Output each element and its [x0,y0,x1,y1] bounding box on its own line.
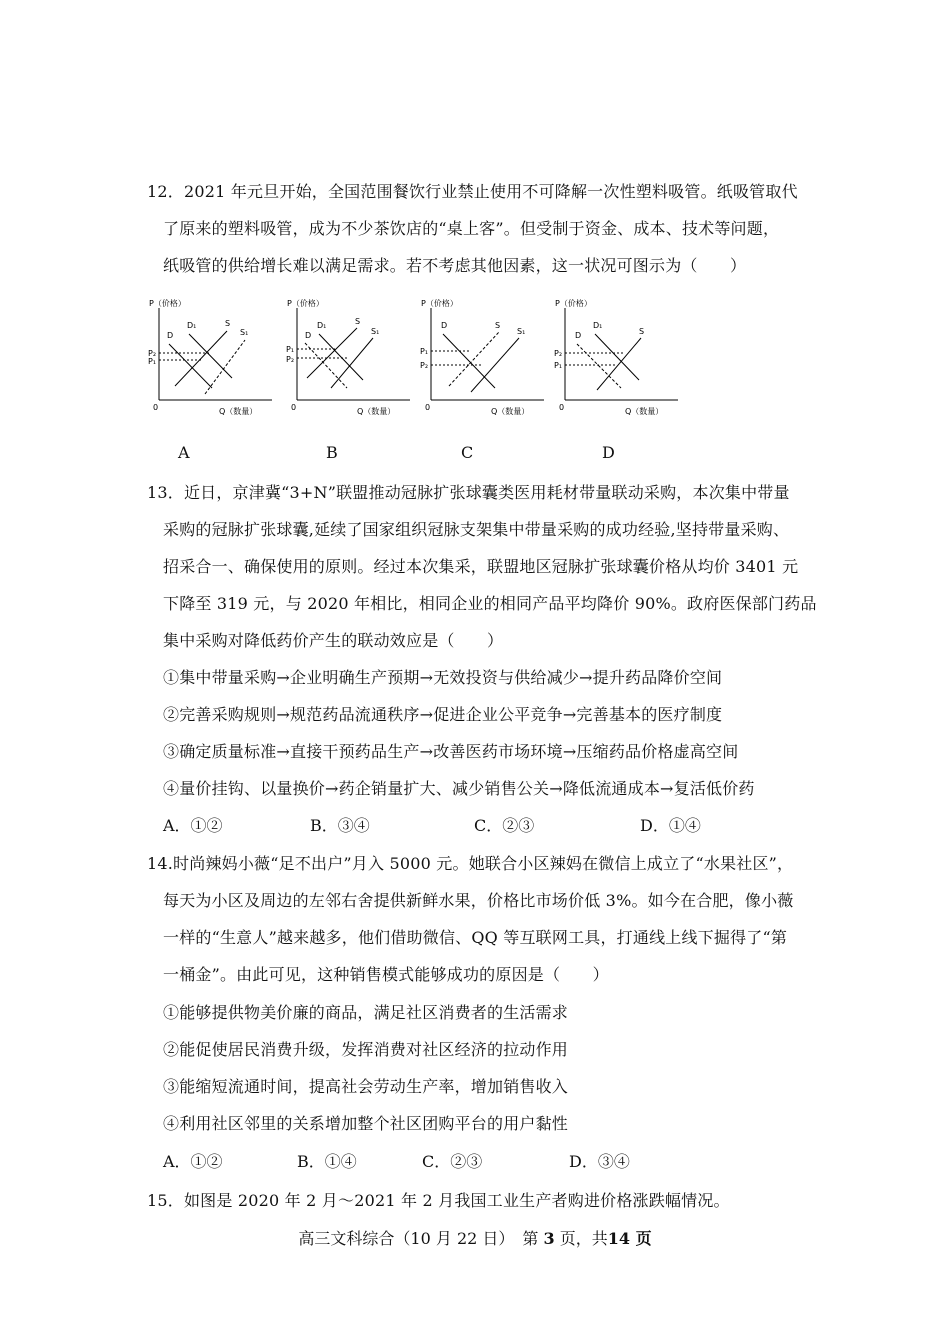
graph-a-p-hi: P₂ [148,349,157,358]
graph-a-q-axis: Q（数量） [219,407,258,416]
graph-b-s-label: S [355,317,361,326]
graph-c-d-curve [443,334,495,388]
q13-option-a[interactable]: A．①② [163,816,223,835]
graph-b-d-curve [305,343,347,388]
q14-option-d[interactable]: D．③④ [569,1152,630,1171]
q13-option-c[interactable]: C．②③ [474,816,535,835]
graph-a-s-label: S [225,319,231,328]
q14-line-3: 一样的“生意人”越来越多，他们借助微信、QQ 等互联网工具，打通线上线下掘得了“第 [163,928,788,947]
footer-mid: 页，共 [554,1229,608,1248]
q14-item-3: ③能缩短流通时间，提高社会劳动生产率，增加销售收入 [163,1077,569,1096]
q13-line-2: 采购的冠脉扩张球囊,延续了国家组织冠脉支架集中带量采购的成功经验,坚持带量采购、 [163,520,790,539]
footer-suffix: 页 [630,1229,652,1248]
q13-option-b[interactable]: B．③④ [310,816,370,835]
graph-b-p-axis: P（价格） [287,299,324,308]
q14-option-b[interactable]: B．①④ [297,1152,357,1171]
graph-c-s-curve [449,332,499,386]
q13-line-3: 招采合一、确保使用的原则。经过本次集采，联盟地区冠脉扩张球囊价格从均价 3401 元 [163,557,799,576]
graph-d-label[interactable]: D [602,443,615,462]
q13-item-1: ①集中带量采购→企业明确生产预期→无效投资与供给减少→提升药品降价空间 [163,668,723,687]
graph-c-p-lo: P₂ [420,361,429,370]
q13-option-d[interactable]: D．①④ [640,816,701,835]
graph-a-label[interactable]: A [178,443,190,462]
graph-c-s1-label: S₁ [517,327,526,336]
graph-a-p-lo: P₁ [148,357,157,366]
q14-item-2: ②能促使居民消费升级，发挥消费对社区经济的拉动作用 [163,1040,569,1059]
page-footer [0,1226,950,1249]
graph-a-d1-label: D₁ [187,321,197,330]
graph-b-d-label: D [305,331,312,340]
graph-c-s1-curve [471,338,519,392]
q13-line-4: 下降至 319 元，与 2020 年相比，相同企业的相同产品平均降价 90%。政府医保部门药品 [163,594,817,613]
graph-d-p-hi: P₂ [554,349,563,358]
graph-d-d1-label: D₁ [593,321,603,330]
q14-option-a[interactable]: A．①② [163,1152,223,1171]
footer-total-pages: 14 [607,1229,630,1248]
q14-item-1: ①能够提供物美价廉的商品，满足社区消费者的生活需求 [163,1003,569,1022]
q14-line-1: 14.时尚辣妈小薇“足不出户”月入 5000 元。她联合小区辣妈在微信上成立了“水果社区”， [147,854,794,873]
q13-item-2: ②完善采购规则→规范药品流通秩序→促进企业公平竞争→完善基本的医疗制度 [163,705,723,724]
graph-c-s-label: S [495,321,501,330]
q12-line-1: 12．2021 年元旦开始，全国范围餐饮行业禁止使用不可降解一次性塑料吸管。纸吸管取代 [147,182,798,201]
graph-c-label[interactable]: C [461,443,474,462]
q13-line-5: 集中采购对降低药价产生的联动效应是（ ） [163,631,504,650]
q14-option-c[interactable]: C．②③ [422,1152,483,1171]
graph-b-origin: 0 [291,403,297,412]
graph-b-p-hi: P₁ [286,345,295,354]
graph-d-s-curve [597,338,641,390]
q12-line-3: 纸吸管的供给增长难以满足需求。若不考虑其他因素，这一状况可图示为（ ） [163,256,747,275]
graph-a-d-label: D [167,331,174,340]
graph-d-p-lo: P₁ [554,361,563,370]
graph-c-p-axis: P（价格） [421,299,458,308]
graph-b-q-axis: Q（数量） [357,407,396,416]
graph-a-p-axis: P（价格） [149,299,186,308]
graph-b-s1-curve [331,338,373,388]
q14-item-4: ④利用社区邻里的关系增加整个社区团购平台的用户黏性 [163,1114,569,1133]
graph-d-d1-curve [595,334,639,380]
graph-b-d1-label: D₁ [317,321,327,330]
graph-a [147,296,277,420]
q15-line-1: 15．如图是 2020 年 2 月～2021 年 2 月我国工业生产者购进价格涨跌幅情况。 [147,1191,730,1210]
graph-c-p-hi: P₁ [420,347,429,356]
q13-item-3: ③确定质量标准→直接干预药品生产→改善医药市场环境→压缩药品价格虚高空间 [163,742,739,761]
graph-a-s1-label: S₁ [240,328,249,337]
q12-line-2: 了原来的塑料吸管，成为不少茶饮店的“桌上客”。但受制于资金、成本、技术等问题， [163,219,780,238]
graph-d-p-axis: P（价格） [555,299,592,308]
footer-prefix: 高三文科综合（10 月 22 日） 第 [298,1229,544,1248]
q13-item-4: ④量价挂钩、以量换价→药企销量扩大、减少销售公关→降低流通成本→复活低价药 [163,779,755,798]
graph-a-origin: 0 [153,403,159,412]
q14-line-2: 每天为小区及周边的左邻右舍提供新鲜水果，价格比市场价低 3%。如今在合肥，像小薇 [163,891,794,910]
graph-c-origin: 0 [425,403,431,412]
graph-c [419,296,549,420]
graph-b-s1-label: S₁ [371,327,380,336]
graph-c-q-axis: Q（数量） [491,407,530,416]
graph-c-d-label: D [441,321,448,330]
graph-d-s-label: S [639,327,645,336]
q14-line-4: 一桶金”。由此可见，这种销售模式能够成功的原因是（ ） [163,965,609,984]
graph-d-d-curve [577,344,621,388]
graph-b-p-lo: P₂ [286,355,295,364]
graph-b [285,296,415,420]
q13-line-1: 13．近日，京津冀“3+N”联盟推动冠脉扩张球囊类医用耗材带量联动采购，本次集中带量 [147,483,790,502]
graph-b-label[interactable]: B [326,443,338,462]
footer-page-number: 3 [543,1229,555,1248]
graph-d-d-label: D [575,331,582,340]
graph-b-s-curve [307,328,357,378]
graph-d [553,296,683,420]
graph-d-q-axis: Q（数量） [625,407,664,416]
graph-d-origin: 0 [559,403,565,412]
